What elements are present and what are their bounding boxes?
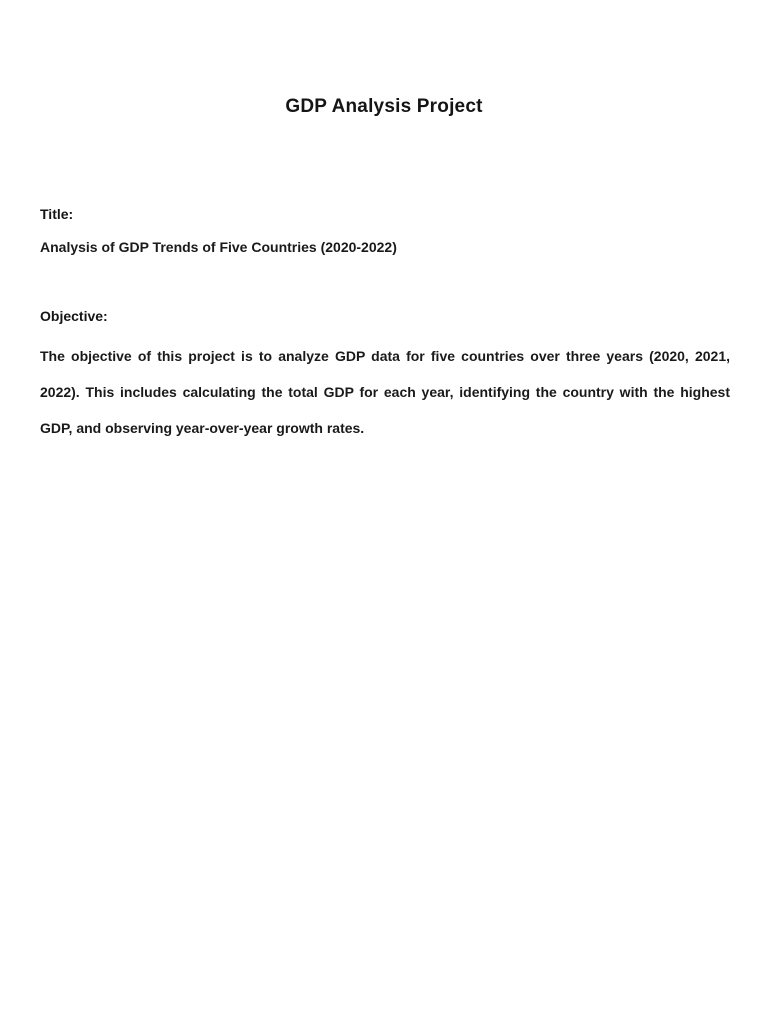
title-section-label: Title: — [40, 206, 74, 222]
objective-section-label: Objective: — [40, 308, 108, 324]
objective-section-text: The objective of this project is to analyze GDP data for five countries over three years (2020, 2021, 2022). This includes calculating the total GDP for each year, identifying the country with the highest GDP, and observing year-over-year growth rates. — [40, 348, 730, 436]
document-title: GDP Analysis Project — [285, 96, 483, 117]
title-section — [40, 204, 730, 257]
title-section-text: Analysis of GDP Trends of Five Countries (2020-2022) — [40, 239, 397, 255]
objective-section — [40, 306, 730, 446]
